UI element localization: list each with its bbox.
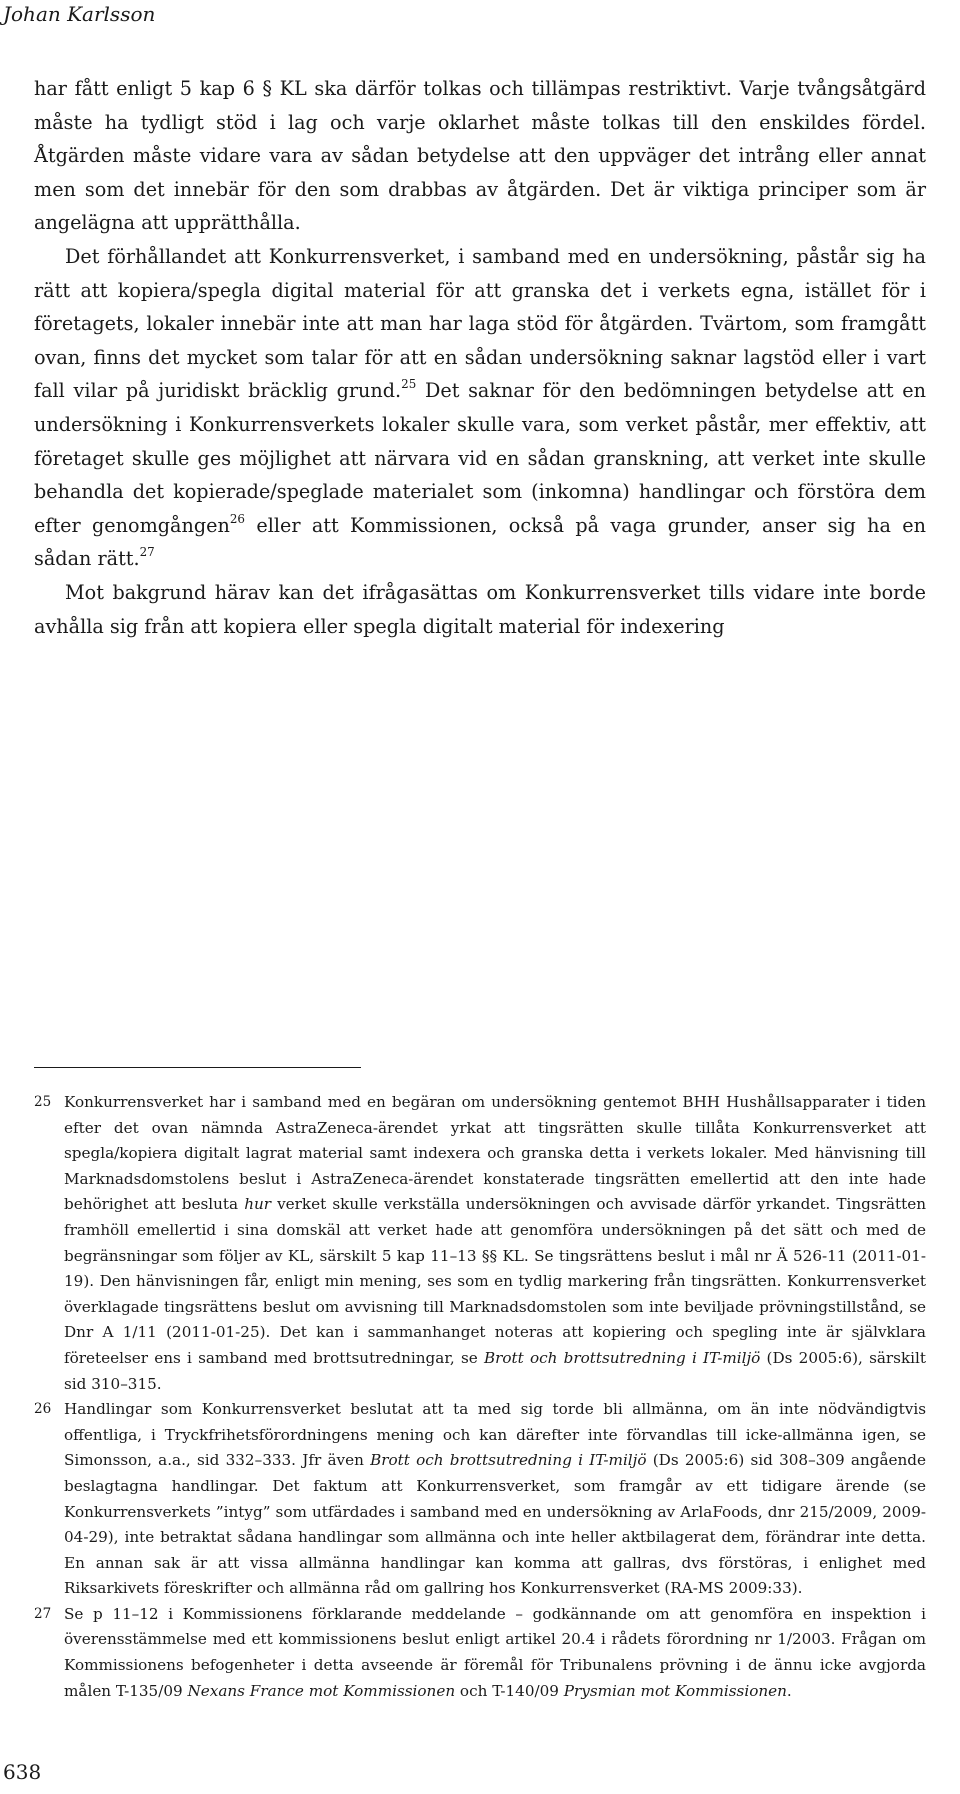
footnote-number: 26 xyxy=(34,1401,52,1418)
footnote-rule xyxy=(34,1067,361,1068)
footnote-number: 27 xyxy=(34,1605,52,1622)
paragraph-1: har fått enligt 5 kap 6 § KL ska därför tolkas och tillämpas restriktivt. Varje tvångsåtgärd måste ha tydligt stöd i lag och varje oklarhet måste tolkas till den enskildes fördel. Åtgärden måste vidare vara av sådan betydelse att den uppväger det intrång eller annat men som det innebär för den som drabbas av åtgärden. Det är viktiga principer som är angelägna att upprätthålla. xyxy=(34,77,926,235)
running-head: Johan Karlsson xyxy=(3,2,156,26)
footnote-26 xyxy=(34,1397,926,1602)
footnote-25 xyxy=(34,1090,926,1397)
footnote-text: Se p 11–12 i Kommissionens förklarande meddelande – godkännande om att genomföra en inspektion i överensstämmelse med ett kommissionens beslut enligt artikel 20.4 i rådets förordning nr 1/2003. Frågan om Kommissionens befogenheter i detta avseende är föremål för Tribunalens prövning i de ännu icke avgjorda målen T-135/09 Nexans France mot Kommissionen och T-140/09 Prysmian mot Kommissionen. xyxy=(64,1604,926,1700)
footnote-ref-27[interactable]: 27 xyxy=(139,545,155,560)
page-number: 638 xyxy=(3,1760,42,1784)
footnote-ref-25[interactable]: 25 xyxy=(401,377,417,392)
footnote-number: 25 xyxy=(34,1094,52,1110)
body-text xyxy=(34,72,926,643)
footnote-ref-26[interactable]: 26 xyxy=(229,511,245,526)
footnotes xyxy=(34,1090,926,1704)
footnote-text: Handlingar som Konkurrensverket beslutat att ta med sig torde bli allmänna, om än inte nödvändigtvis offentliga, i Tryckfrihetsförordningens mening och kan därefter inte förvandlas till icke-allmänna igen, se Simonsson, a.a., sid 332–333. Jfr även Brott och brottsutredning i IT-miljö (Ds 2005:6) sid 308–309 angående beslagtagna handlingar. Det faktum att Konkurrensverket, som framgår av ett tidigare ärende (se Konkurrensverkets ”intyg” som utfärdades i samband med en undersökning av ArlaFoods, dnr 215/2009, 2009-04-29), inte betraktat sådana handlingar som allmänna och inte heller aktbilagerat dem, förändrar inte detta. En annan sak är att vissa allmänna handlingar kan komma att gallras, dvs förstöras, i enlighet med Riksarkivets föreskrifter och allmänna råd om gallring hos Konkurrensverket (RA-MS 2009:33). xyxy=(64,1400,926,1598)
paragraph-3: Mot bakgrund härav kan det ifrågasättas om Konkurrensverket tills vidare inte borde avhålla sig från att kopiera eller spegla digitalt material för indexering xyxy=(34,580,926,638)
paragraph-2: Det förhållandet att Konkurrensverket, i samband med en undersökning, påstår sig ha rätt att kopiera/spegla digital material för att granska det i verkets egna, istället för i företagets, lokaler innebär inte att man har laga stöd för åtgärden. Tvärtom, som framgått ovan, finns det mycket som talar för att en sådan undersökning saknar lagstöd eller i vart fall vilar på juridiskt bräcklig grund.$^{25}$ Det saknar för den bedömningen betydelse att en undersökning i Konkurrensverkets lokaler skulle vara, som verket påstår, mer effektiv, att företaget skulle ges möjlighet att närvara vid en sådan granskning, att verket inte skulle behandla det kopierade/speglade materialet som (inkomna) handlingar och förstöra dem efter genomgången$^{26}$ eller att Kommissionen, också på vaga grunder, anser sig ha en sådan rätt.$^{27}$ xyxy=(34,244,926,571)
footnote-27 xyxy=(34,1602,926,1704)
footnote-text: Konkurrensverket har i samband med en begäran om undersökning gentemot BHH Hushållsapparater i tiden efter det ovan nämnda AstraZeneca-ärendet yrkat att tingsrätten skulle tillåta Konkurrensverket att spegla/kopiera digitalt lagrat material samt indexera och granska detta i verkets lokaler. Med hänvisning till Marknadsdomstolens beslut i AstraZeneca-ärendet konstaterade tingsrätten emellertid att den inte hade behörighet att besluta hur verket skulle verkställa undersökningen och avvisade därför yrkandet. Tingsrätten framhöll emellertid i sina domskäl att verket hade att genomföra undersökningen på det sätt och med de begränsningar som följer av KL, särskilt 5 kap 11–13 §§ KL. Se tingsrättens beslut i mål nr Ä 526-11 (2011-01-19). Den hänvisningen får, enligt min mening, ses som en tydlig markering från tingsrätten. Konkurrensverket överklagade tingsrättens beslut om avvisning till Marknadsdomstolen som inte beviljade prövningstillstånd, se Dnr A 1/11 (2011-01-25). Det kan i sammanhanget noteras att kopiering och spegling inte är självklara företeelser ens i samband med brottsutredningar, se Brott och brottsutredning i IT-miljö (Ds 2005:6), särskilt sid 310–315. xyxy=(64,1093,926,1393)
